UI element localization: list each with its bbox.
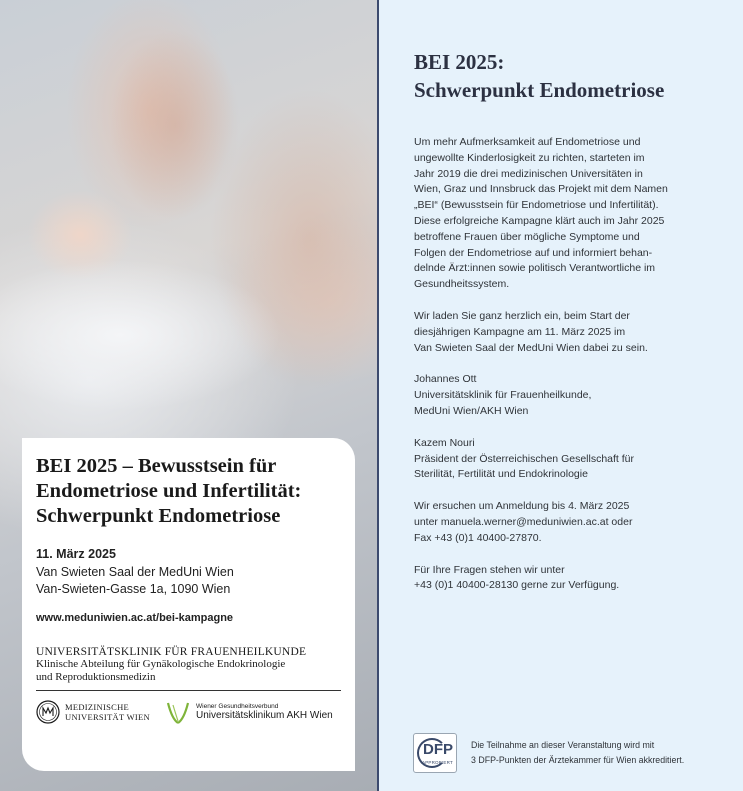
intro-line: delnde Ärzt:innen sowie politisch Verantwortliche im xyxy=(414,262,656,275)
intro-line: Diese erfolgreiche Kampagne klärt auch im Jahr 2025 xyxy=(414,214,665,227)
host-name: Johannes Ott xyxy=(414,373,477,386)
clinic-department-line: und Reproduktionsmedizin xyxy=(36,671,156,683)
intro-line: Um mehr Aufmerksamkeit auf Endometriose und xyxy=(414,136,641,148)
info-title xyxy=(414,48,743,104)
intro-line: Jahr 2019 die drei medizinischen Universitäten in xyxy=(414,167,643,180)
host-kazem-nouri xyxy=(414,436,743,483)
intro-line: Folgen der Endometriose auf und informiert behan- xyxy=(414,246,653,259)
akh-wien-logo xyxy=(164,699,333,725)
registration-email-line[interactable]: unter manuela.werner@meduniwien.ac.at oder xyxy=(414,515,633,528)
event-title-line: Endometriose und Infertilität: xyxy=(36,480,302,502)
host-affiliation-line: Sterilität, Fertilität und Endokrinologie xyxy=(414,468,588,481)
event-date: 11. März 2025 xyxy=(36,547,116,561)
invite-line: Van Swieten Saal der MedUni Wien dabei zu sein. xyxy=(414,341,648,354)
meduni-logo-line: MEDIZINISCHE xyxy=(65,702,130,712)
dfp-text xyxy=(471,738,684,768)
event-title-line: BEI 2025 – Bewusstsein für xyxy=(36,455,277,477)
registration-paragraph xyxy=(414,499,743,546)
info-title-line: Schwerpunkt Endometriose xyxy=(414,78,665,102)
address-line: Van-Swieten-Gasse 1a, 1090 Wien xyxy=(36,582,231,596)
event-address xyxy=(36,564,341,598)
questions-line: Für Ihre Fragen stehen wir unter xyxy=(414,563,565,576)
registration-fax-line: Fax +43 (0)1 40400-27870. xyxy=(414,531,542,544)
intro-line: Gesundheitssystem. xyxy=(414,278,510,291)
intro-line: betroffene Frauen über mögliche Symptome und xyxy=(414,230,640,243)
host-affiliation-line: Universitätsklinik für Frauenheilkunde, xyxy=(414,389,592,402)
clinic-department-line: Klinische Abteilung für Gynäkologische Endokrinologie xyxy=(36,658,286,670)
invite-line: Wir laden Sie ganz herzlich ein, beim Start der xyxy=(414,309,630,322)
registration-line: Wir ersuchen um Anmeldung bis 4. März 2025 xyxy=(414,500,630,513)
logo-row xyxy=(36,699,341,725)
clinic-divider xyxy=(36,690,341,691)
address-line: Van Swieten Saal der MedUni Wien xyxy=(36,565,234,579)
akh-logo-big: Universitätsklinikum AKH Wien xyxy=(196,710,333,721)
dfp-text-line: 3 DFP-Punkten der Ärztekammer für Wien akkreditiert. xyxy=(471,755,685,765)
dfp-accreditation xyxy=(413,733,684,773)
campaign-url[interactable]: www.meduniwien.ac.at/bei-kampagne xyxy=(36,612,234,624)
dfp-badge-letters: DFP xyxy=(423,741,453,758)
host-affiliation-line: MedUni Wien/AKH Wien xyxy=(414,404,529,417)
questions-phone-line: +43 (0)1 40400-28130 gerne zur Verfügung. xyxy=(414,579,620,592)
event-title xyxy=(36,454,341,529)
akh-leaf-icon xyxy=(164,699,192,725)
meduni-wien-logo xyxy=(36,700,150,724)
dfp-badge-icon xyxy=(413,733,457,773)
invite-paragraph xyxy=(414,309,743,356)
clinic-department xyxy=(36,658,341,684)
dfp-text-line: Die Teilnahme an dieser Veranstaltung wird mit xyxy=(471,740,655,750)
invite-line: diesjährigen Kampagne am 11. März 2025 im xyxy=(414,325,626,338)
intro-paragraph xyxy=(414,135,743,293)
event-card xyxy=(22,438,355,771)
intro-line: ungewollte Kinderlosigkeit zu richten, starteten im xyxy=(414,151,645,164)
meduni-logo-line: UNIVERSITÄT WIEN xyxy=(65,712,150,722)
info-title-line: BEI 2025: xyxy=(414,50,505,74)
meduni-logo-text xyxy=(65,702,150,722)
host-johannes-ott xyxy=(414,372,743,419)
info-panel xyxy=(379,0,743,791)
intro-line: „BEI“ (Bewusstsein für Endometriose und Infertilität). xyxy=(414,199,659,212)
host-affiliation-line: Präsident der Österreichischen Gesellschaft für xyxy=(414,452,635,465)
akh-logo-small: Wiener Gesundheitsverbund xyxy=(196,703,279,710)
event-title-line: Schwerpunkt Endometriose xyxy=(36,505,281,527)
questions-paragraph xyxy=(414,563,743,595)
akh-logo-text xyxy=(196,703,333,721)
dfp-badge-sub: APPROBIERT xyxy=(422,760,453,765)
intro-line: Wien, Graz und Innsbruck das Projekt mit dem Namen xyxy=(414,183,668,196)
meduni-emblem-icon xyxy=(36,700,60,724)
clinic-name: UNIVERSITÄTSKLINIK FÜR FRAUENHEILKUNDE xyxy=(36,646,307,658)
host-name: Kazem Nouri xyxy=(414,436,475,449)
